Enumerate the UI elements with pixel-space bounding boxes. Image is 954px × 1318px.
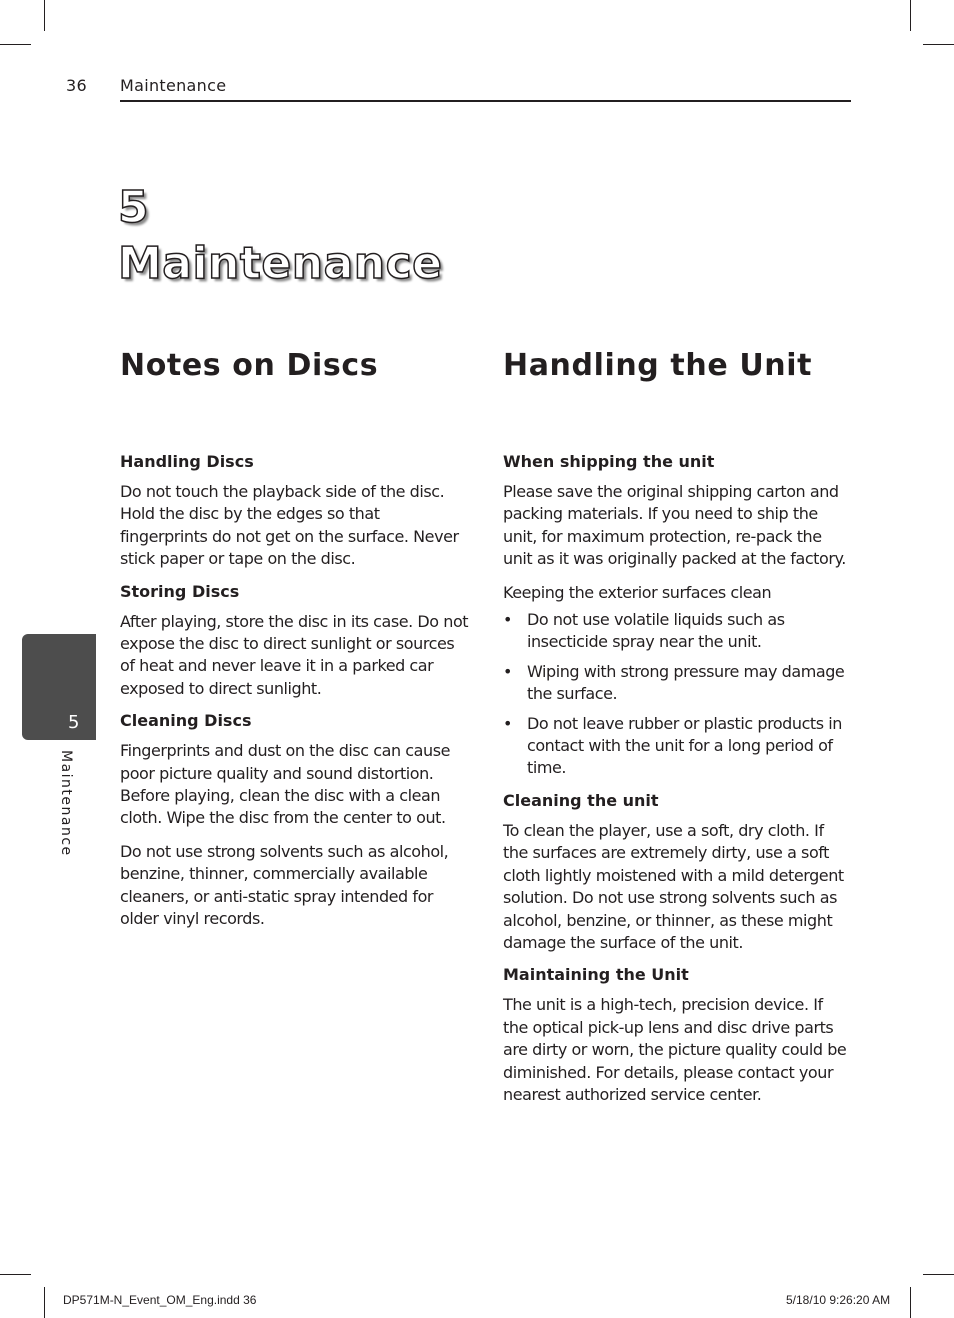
list-item-text: Do not leave rubber or plastic products in contact with the unit for a long period of time. (527, 713, 842, 778)
chapter-number: 5 (118, 182, 150, 233)
crop-mark (910, 1287, 911, 1318)
subheading: Handling Discs (120, 452, 254, 471)
subheading: Cleaning the unit (503, 790, 659, 810)
paragraph: Fingerprints and dust on the disc can cause poor picture quality and sound distortion. Before playing, clean the disc with a clean cloth. Wipe the disc from the center to out. (120, 741, 450, 828)
subheading: When shipping the unit (503, 452, 715, 471)
section-heading: Handling the Unit (503, 348, 813, 383)
file-slug: DP571M-N_Event_OM_Eng.indd 36 (63, 1293, 257, 1307)
section-heading: Notes on Discs (120, 348, 379, 383)
paragraph: Keeping the exterior surfaces clean (503, 582, 772, 602)
list-item-text: Wiping with strong pressure may damage the surface. (527, 661, 845, 704)
crop-mark (44, 0, 45, 31)
crop-mark (0, 1274, 31, 1275)
paragraph: Do not use strong solvents such as alcohol, benzine, thinner, commercially available cleaners, or anti-static spray intended for older vinyl records. (120, 841, 449, 929)
crop-mark (0, 44, 31, 45)
list-item (503, 713, 848, 780)
bullet-icon: • (503, 713, 512, 733)
list-item (503, 661, 848, 706)
crop-mark (923, 44, 954, 45)
paragraph: Please save the original shipping carton and packing materials. If you need to ship the unit, for maximum protection, re-pack the unit as it was originally packed at the factory. (503, 482, 846, 569)
crop-mark (923, 1274, 954, 1275)
list-item (503, 609, 848, 654)
header-rule (120, 100, 851, 102)
list-item-text: Do not use volatile liquids such as insecticide spray near the unit. (527, 610, 785, 652)
crop-mark (44, 1287, 45, 1318)
bullet-icon: • (503, 661, 512, 681)
running-title: Maintenance (120, 76, 227, 95)
right-column (503, 348, 848, 1117)
bullet-list (503, 609, 848, 780)
page-number: 36 (66, 76, 87, 95)
paragraph: Do not touch the playback side of the disc. Hold the disc by the edges so that fingerprints do not get on the surface. Never stick paper or tape on the disc. (120, 482, 459, 569)
side-tab-number: 5 (68, 712, 80, 733)
date-stamp: 5/18/10 9:26:20 AM (786, 1293, 891, 1307)
bullet-icon: • (503, 610, 512, 630)
paragraph: After playing, store the disc in its case. Do not expose the disc to direct sunlight or sources of heat and never leave it in a parked car exposed to direct sunlight. (120, 611, 469, 698)
subheading: Cleaning Discs (120, 711, 252, 731)
left-column (120, 348, 470, 942)
paragraph: To clean the player, use a soft, dry cloth. If the surfaces are extremely dirty, use a soft cloth lightly moistened with a mild detergent solution. Do not use strong solvents such as alcohol, benzine, or thinner, as these might damage the surface of the unit. (503, 820, 844, 952)
subheading: Maintaining the Unit (503, 965, 689, 985)
chapter-title: Maintenance (118, 238, 443, 289)
crop-mark (910, 0, 911, 31)
paragraph: The unit is a high-tech, precision device. If the optical pick-up lens and disc drive parts are dirty or worn, the picture quality could be diminished. For details, please contact your nearest authorized service center. (503, 995, 847, 1104)
subheading: Storing Discs (120, 581, 240, 601)
side-tab-label: Maintenance (58, 750, 74, 857)
